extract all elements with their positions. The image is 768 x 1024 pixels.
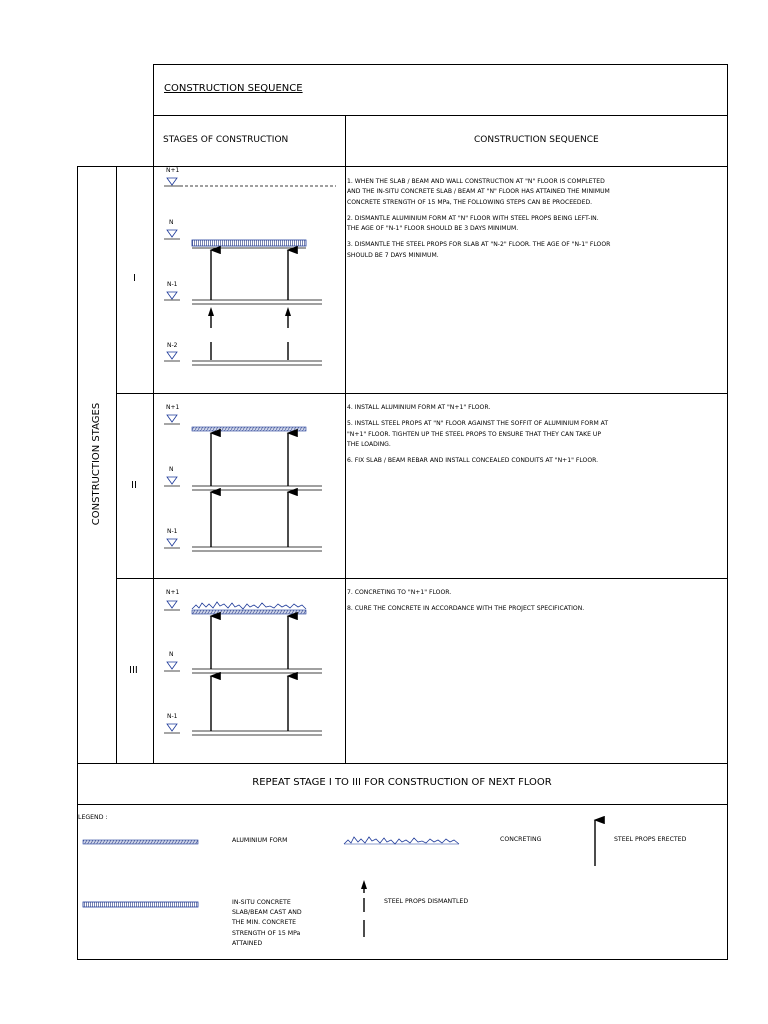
level-label: N+1 — [166, 167, 180, 174]
legend-concreting-icon — [344, 837, 459, 844]
legend-insitu-icon — [83, 902, 198, 907]
header-stages-of-construction: STAGES OF CONSTRUCTION — [163, 135, 289, 145]
legend-title: LEGEND : — [78, 814, 108, 821]
stage-3-diagram — [164, 601, 322, 735]
stage-1-sequence-text: 1. WHEN THE SLAB / BEAM AND WALL CONSTRUCTION AT "N" FLOOR IS COMPLETED AND THE IN-SITU CONCRETE SLAB / BEAM AT "N" FLOOR HAS ATTAINED THE MINIMUM CONCRETE STRENGTH OF 15 MPa, THE FOLLOWING STEPS CAN BE PROCEEDED. 2. DISMANTLE ALUMINIUM FORM AT "N" FLOOR WITH STEEL PROPS BEING LEFT-IN. THE AGE OF "N-1" FLOOR SHOULD BE 3 DAYS MINIMUM. 3. DISMANTLE THE STEEL PROPS FOR SLAB AT "N-2" FLOOR. THE AGE OF "N-1" FLOOR SHOULD BE 7 DAYS MINIMUM. — [347, 178, 611, 259]
level-label: N-1 — [167, 281, 178, 288]
legend-steel-props-dismantled-label: STEEL PROPS DISMANTLED — [384, 898, 469, 905]
level-marker-icon — [167, 415, 177, 422]
level-marker-icon — [167, 230, 177, 237]
level-label: N-1 — [167, 713, 178, 720]
level-label: N+1 — [166, 404, 180, 411]
level-label: N+1 — [166, 589, 180, 596]
level-marker-icon — [167, 352, 177, 359]
level-marker-icon — [167, 724, 177, 731]
insitu-slab-icon — [192, 240, 306, 246]
stage-numeral-2: II — [131, 480, 137, 491]
aluminium-form-icon — [192, 427, 306, 431]
aluminium-form-icon — [192, 610, 306, 614]
repeat-note: REPEAT STAGE I TO III FOR CONSTRUCTION OF NEXT FLOOR — [252, 777, 552, 788]
concreting-icon — [192, 602, 306, 609]
stage-2-diagram — [164, 415, 322, 551]
stage-1-diagram — [164, 178, 336, 365]
level-label: N-1 — [167, 528, 178, 535]
level-marker-icon — [167, 601, 177, 608]
stage-numeral-3: III — [129, 665, 138, 676]
level-label: N-2 — [167, 342, 178, 349]
legend-aluminium-form-icon — [83, 840, 198, 844]
level-label: N — [169, 466, 174, 473]
level-label: N — [169, 219, 174, 226]
legend-insitu-label: IN-SITU CONCRETE SLAB/BEAM CAST AND THE MIN. CONCRETE STRENGTH OF 15 MPa ATTAINED — [232, 899, 302, 947]
level-marker-icon — [167, 178, 177, 185]
stage-3-sequence-text: 7. CONCRETING TO "N+1" FLOOR. 8. CURE THE CONCRETE IN ACCORDANCE WITH THE PROJECT SPECIFICATION. — [347, 589, 585, 613]
vertical-label-construction-stages: CONSTRUCTION STAGES — [91, 402, 102, 526]
level-label: N — [169, 651, 174, 658]
header-construction-sequence: CONSTRUCTION SEQUENCE — [474, 135, 599, 145]
legend-aluminium-form-label: ALUMINIUM FORM — [232, 837, 288, 844]
stage-2-sequence-text: 4. INSTALL ALUMINIUM FORM AT "N+1" FLOOR. 5. INSTALL STEEL PROPS AT "N" FLOOR AGAINST THE SOFFIT OF ALUMINIUM FORM AT "N+1" FLOOR. TIGHTEN UP THE STEEL PROPS TO ENSURE THAT THEY CAN TAKE UP THE LOADING. 6. FIX SLAB / BEAM REBAR AND INSTALL CONCEALED CONDUITS AT "N+1" FLOOR. — [347, 404, 609, 465]
stage-numeral-1: I — [133, 273, 136, 284]
level-marker-icon — [167, 477, 177, 484]
level-marker-icon — [167, 539, 177, 546]
legend-concreting-label: CONCRETING — [500, 836, 542, 843]
level-marker-icon — [167, 662, 177, 669]
legend-steel-props-erected-label: STEEL PROPS ERECTED — [614, 836, 687, 843]
page-title: CONSTRUCTION SEQUENCE — [164, 83, 303, 94]
level-marker-icon — [167, 292, 177, 299]
